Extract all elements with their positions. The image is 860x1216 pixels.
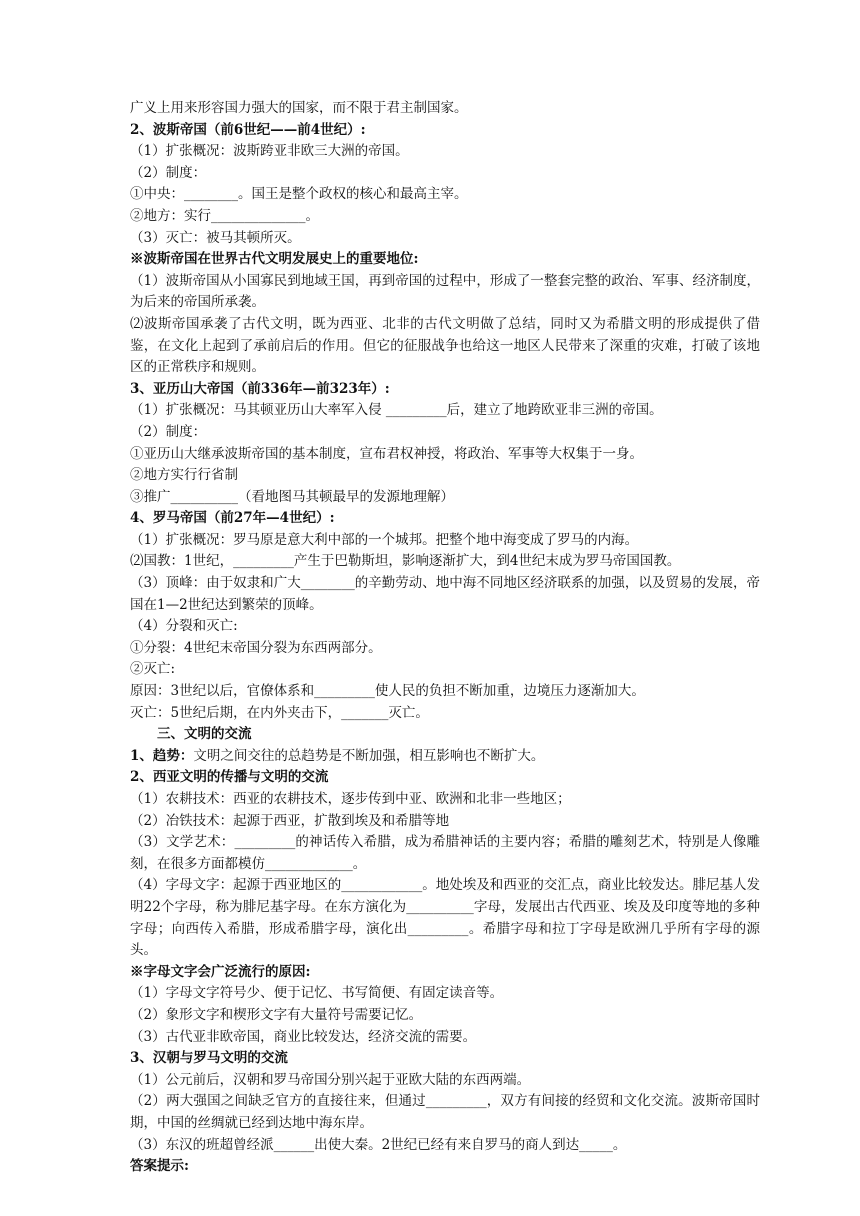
text-line: ⑵国教：1世纪，_________产生于巴勒斯坦，影响逐渐扩大，到4世纪末成为罗马帝国国教。 [130,553,681,570]
section-heading: 3、汉朝与罗马文明的交流 [130,1050,288,1067]
text-line: ①中央：________。国王是整个政权的核心和最高主宰。 [130,186,468,203]
text-line: 原因：3世纪以后，官僚体系和_________使人民的负担不断加重，边境压力逐渐加大。 [130,683,645,700]
bold-prefix: 1、趋势： [130,747,194,764]
text-line: （1）农耕技术：西亚的农耕技术，逐步传到中亚、欧洲和北非一些地区； [130,791,571,807]
text-line: （3）文学艺术：_________的神话传入希腊，成为希腊神话的主要内容；希腊的雕刻艺术，特别是人像雕刻，在很多方面都模仿_____________。 [130,834,760,872]
text-line: ②地方实行行省制 [130,467,238,484]
text-line: （1）扩张概况：波斯跨亚非欧三大洲的帝国。 [130,143,409,160]
text-line: （3）古代亚非欧帝国，商业比较发达，经济交流的需要。 [130,1028,477,1045]
section-heading: 2、波斯帝国（前6世纪——前4世纪）: [130,121,366,138]
text-line: （3）灭亡：被马其顿所灭。 [130,229,301,246]
section-heading: 3、亚历山大帝国（前336年—前323年）: [130,380,390,397]
section-heading: ※波斯帝国在世界古代文明发展史上的重要地位: [130,251,419,268]
text-line: ⑵波斯帝国承袭了古代文明，既为西亚、北非的古代文明做了总结，同时又为希腊文明的形成提供了借鉴，在文化上起到了承前启后的作用。但它的征服战争也给这一地区人民带来了深重的灾难，打破了该地区的正常秩序和规则。 [130,315,760,376]
text-line: （1）扩张概况：罗马原是意大利中部的一个城邦。把整个地中海变成了罗马的内海。 [130,531,639,548]
text-line: ③推广__________（看地图马其顿最早的发源地理解） [130,488,454,505]
section-heading: 2、西亚文明的传播与文明的交流 [130,769,329,786]
text-line: （2）制度： [130,423,207,440]
text-line: （3）东汉的班超曾经派______出使大秦。2世纪已经有来自罗马的商人到达_____。 [130,1136,627,1153]
text-line: ②灭亡: [130,661,176,678]
section-heading: ※字母文字会广泛流行的原因: [130,963,311,980]
text-line: （3）顶峰：由于奴隶和广大________的辛勤劳动、地中海不同地区经济联系的加强，以及贸易的发展，帝国在1—2世纪达到繁荣的顶峰。 [130,575,760,613]
text-line: （2）象形文字和楔形文字有大量符号需要记忆。 [130,1006,423,1023]
section-heading: 三、文明的交流 [157,726,252,743]
text-line: （2）制度： [130,164,207,181]
text-line: （4）分裂和灭亡: [130,618,238,635]
document-body [130,98,760,1178]
text-line: （1）字母文字符号少、便于记忆、书写简便、有固定读音等。 [130,985,504,1002]
text-line: ②地方：实行______________。 [130,207,319,224]
section-heading: 答案提示: [130,1158,189,1175]
text-line: 广义上用来形容国力强大的国家，而不限于君主制国家。 [130,100,468,116]
text-line: （1）波斯帝国从小国寡民到地域王国，再到帝国的过程中，形成了一整套完整的政治、军事、经济制度，为后来的帝国所承袭。 [130,272,760,311]
text-line: ①亚历山大继承波斯帝国的基本制度，宣布君权神授，将政治、军事等大权集于一身。 [130,445,643,462]
text-line: （1）公元前后，汉朝和罗马帝国分别兴起于亚欧大陆的东西两端。 [130,1071,531,1088]
text-line: （4）字母文字：起源于西亚地区的____________。地处埃及和西亚的交汇点，商业比较发达。腓尼基人发明22个字母，称为腓尼基字母。在东方演化为__________字母，发展出古代西亚、埃及及印度等地的多种字母；向西传入希腊，形成希腊字母，演化出_________。希腊字母和拉丁字母是欧洲几乎所有字母的源头。 [130,877,760,959]
text-line: （2）两大强国之间缺乏官方的直接往来，但通过_________，双方有间接的经贸和文化交流。波斯帝国时期，中国的丝绸就已经到达地中海东岸。 [130,1093,760,1131]
text-line: 1、趋势：文明之间交往的总趋势是不断加强，相互影响也不断扩大。 [130,747,545,764]
text-line: （1）扩张概况：马其顿亚历山大率军入侵 _________后，建立了地跨欧亚非三洲的帝国。 [130,402,663,419]
text-line: （2）冶铁技术：起源于西亚，扩散到埃及和希腊等地 [130,812,450,829]
text-line: 灭亡：5世纪后期，在内外夹击下，_______灭亡。 [130,704,429,721]
text-line: ①分裂：4世纪末帝国分裂为东西两部分。 [130,639,382,656]
section-heading: 4、罗马帝国（前27年—4世纪）: [130,510,335,527]
